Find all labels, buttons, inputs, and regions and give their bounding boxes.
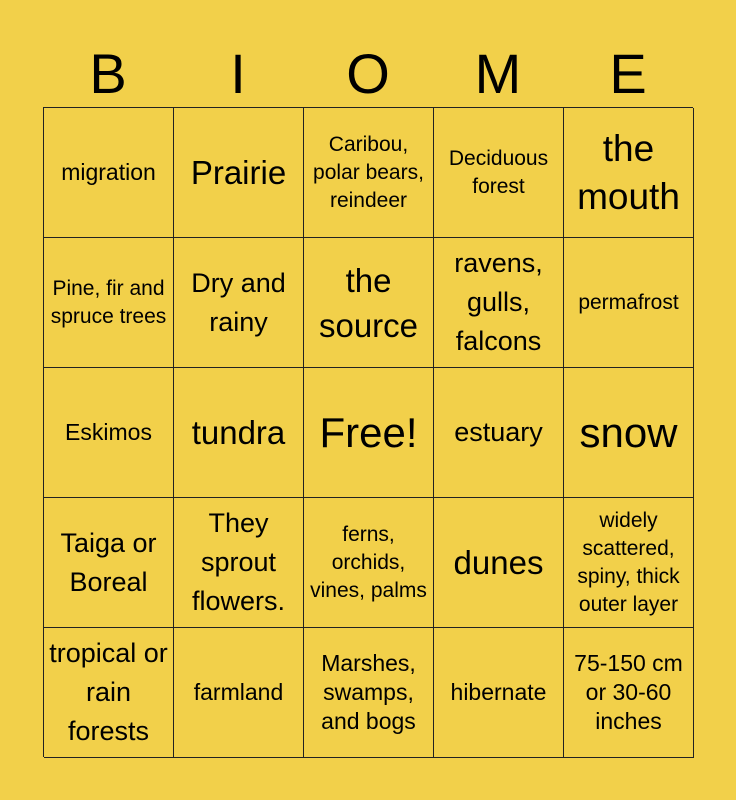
cell-text: estuary bbox=[454, 417, 543, 447]
bingo-cell[interactable] bbox=[304, 498, 434, 628]
cell-text: farmland bbox=[193, 679, 284, 705]
bingo-cell[interactable] bbox=[174, 628, 304, 758]
bingo-cell[interactable] bbox=[304, 628, 434, 758]
cell-text: snow bbox=[579, 408, 678, 456]
header-letter-i: I bbox=[230, 42, 246, 105]
cell-text: migration bbox=[61, 159, 156, 185]
bingo-cell[interactable] bbox=[564, 628, 694, 758]
bingo-cell[interactable] bbox=[174, 108, 304, 238]
cell-text: Dry and rainy bbox=[191, 267, 286, 337]
bingo-header bbox=[43, 40, 693, 108]
bingo-cell[interactable] bbox=[44, 498, 174, 628]
cell-text: Deciduous forest bbox=[448, 146, 549, 198]
bingo-cell[interactable] bbox=[174, 368, 304, 498]
cell-text: hibernate bbox=[450, 679, 547, 705]
bingo-cell[interactable] bbox=[434, 498, 564, 628]
cell-text: tundra bbox=[191, 414, 286, 451]
cell-text: Free! bbox=[319, 408, 418, 456]
cell-text: tropical or rain forests bbox=[49, 638, 168, 746]
bingo-cell[interactable] bbox=[434, 108, 564, 238]
bingo-cell[interactable] bbox=[434, 628, 564, 758]
cell-text: Pine, fir and spruce trees bbox=[50, 276, 167, 328]
cell-text: ferns, orchids, vines, palms bbox=[310, 522, 427, 602]
header-letter-o: O bbox=[346, 42, 390, 105]
cell-text: Marshes, swamps, and bogs bbox=[321, 650, 416, 734]
bingo-cell[interactable] bbox=[44, 628, 174, 758]
cell-text: Caribou, polar bears, reindeer bbox=[313, 132, 424, 212]
bingo-cell[interactable] bbox=[304, 108, 434, 238]
bingo-cell[interactable] bbox=[174, 238, 304, 368]
bingo-card bbox=[43, 107, 693, 757]
bingo-cell[interactable] bbox=[564, 368, 694, 498]
header-letter-b: B bbox=[89, 42, 127, 105]
bingo-cell[interactable] bbox=[564, 498, 694, 628]
cell-text: dunes bbox=[453, 544, 544, 581]
cell-text: Eskimos bbox=[65, 419, 152, 445]
bingo-cell[interactable] bbox=[564, 108, 694, 238]
bingo-cell[interactable] bbox=[44, 368, 174, 498]
bingo-cell[interactable] bbox=[304, 238, 434, 368]
bingo-cell[interactable] bbox=[434, 368, 564, 498]
cell-text: Taiga or Boreal bbox=[60, 527, 157, 597]
cell-text: permafrost bbox=[578, 290, 679, 314]
bingo-cell[interactable] bbox=[174, 498, 304, 628]
cell-text: ravens, gulls, falcons bbox=[454, 248, 543, 356]
header-letter-e: E bbox=[609, 42, 647, 105]
bingo-cell[interactable] bbox=[44, 238, 174, 368]
bingo-cell[interactable] bbox=[564, 238, 694, 368]
cell-text: Prairie bbox=[190, 154, 287, 191]
cell-text: widely scattered, spiny, thick outer layer bbox=[577, 508, 680, 616]
cell-text: 75-150 cm or 30-60 inches bbox=[574, 650, 683, 734]
bingo-cell[interactable] bbox=[44, 108, 174, 238]
cell-text: the mouth bbox=[577, 127, 680, 217]
bingo-cell[interactable] bbox=[434, 238, 564, 368]
cell-text: the source bbox=[318, 261, 419, 344]
header-letter-m: M bbox=[474, 42, 522, 105]
free-space[interactable] bbox=[304, 368, 434, 498]
cell-text: They sprout flowers. bbox=[191, 508, 286, 616]
